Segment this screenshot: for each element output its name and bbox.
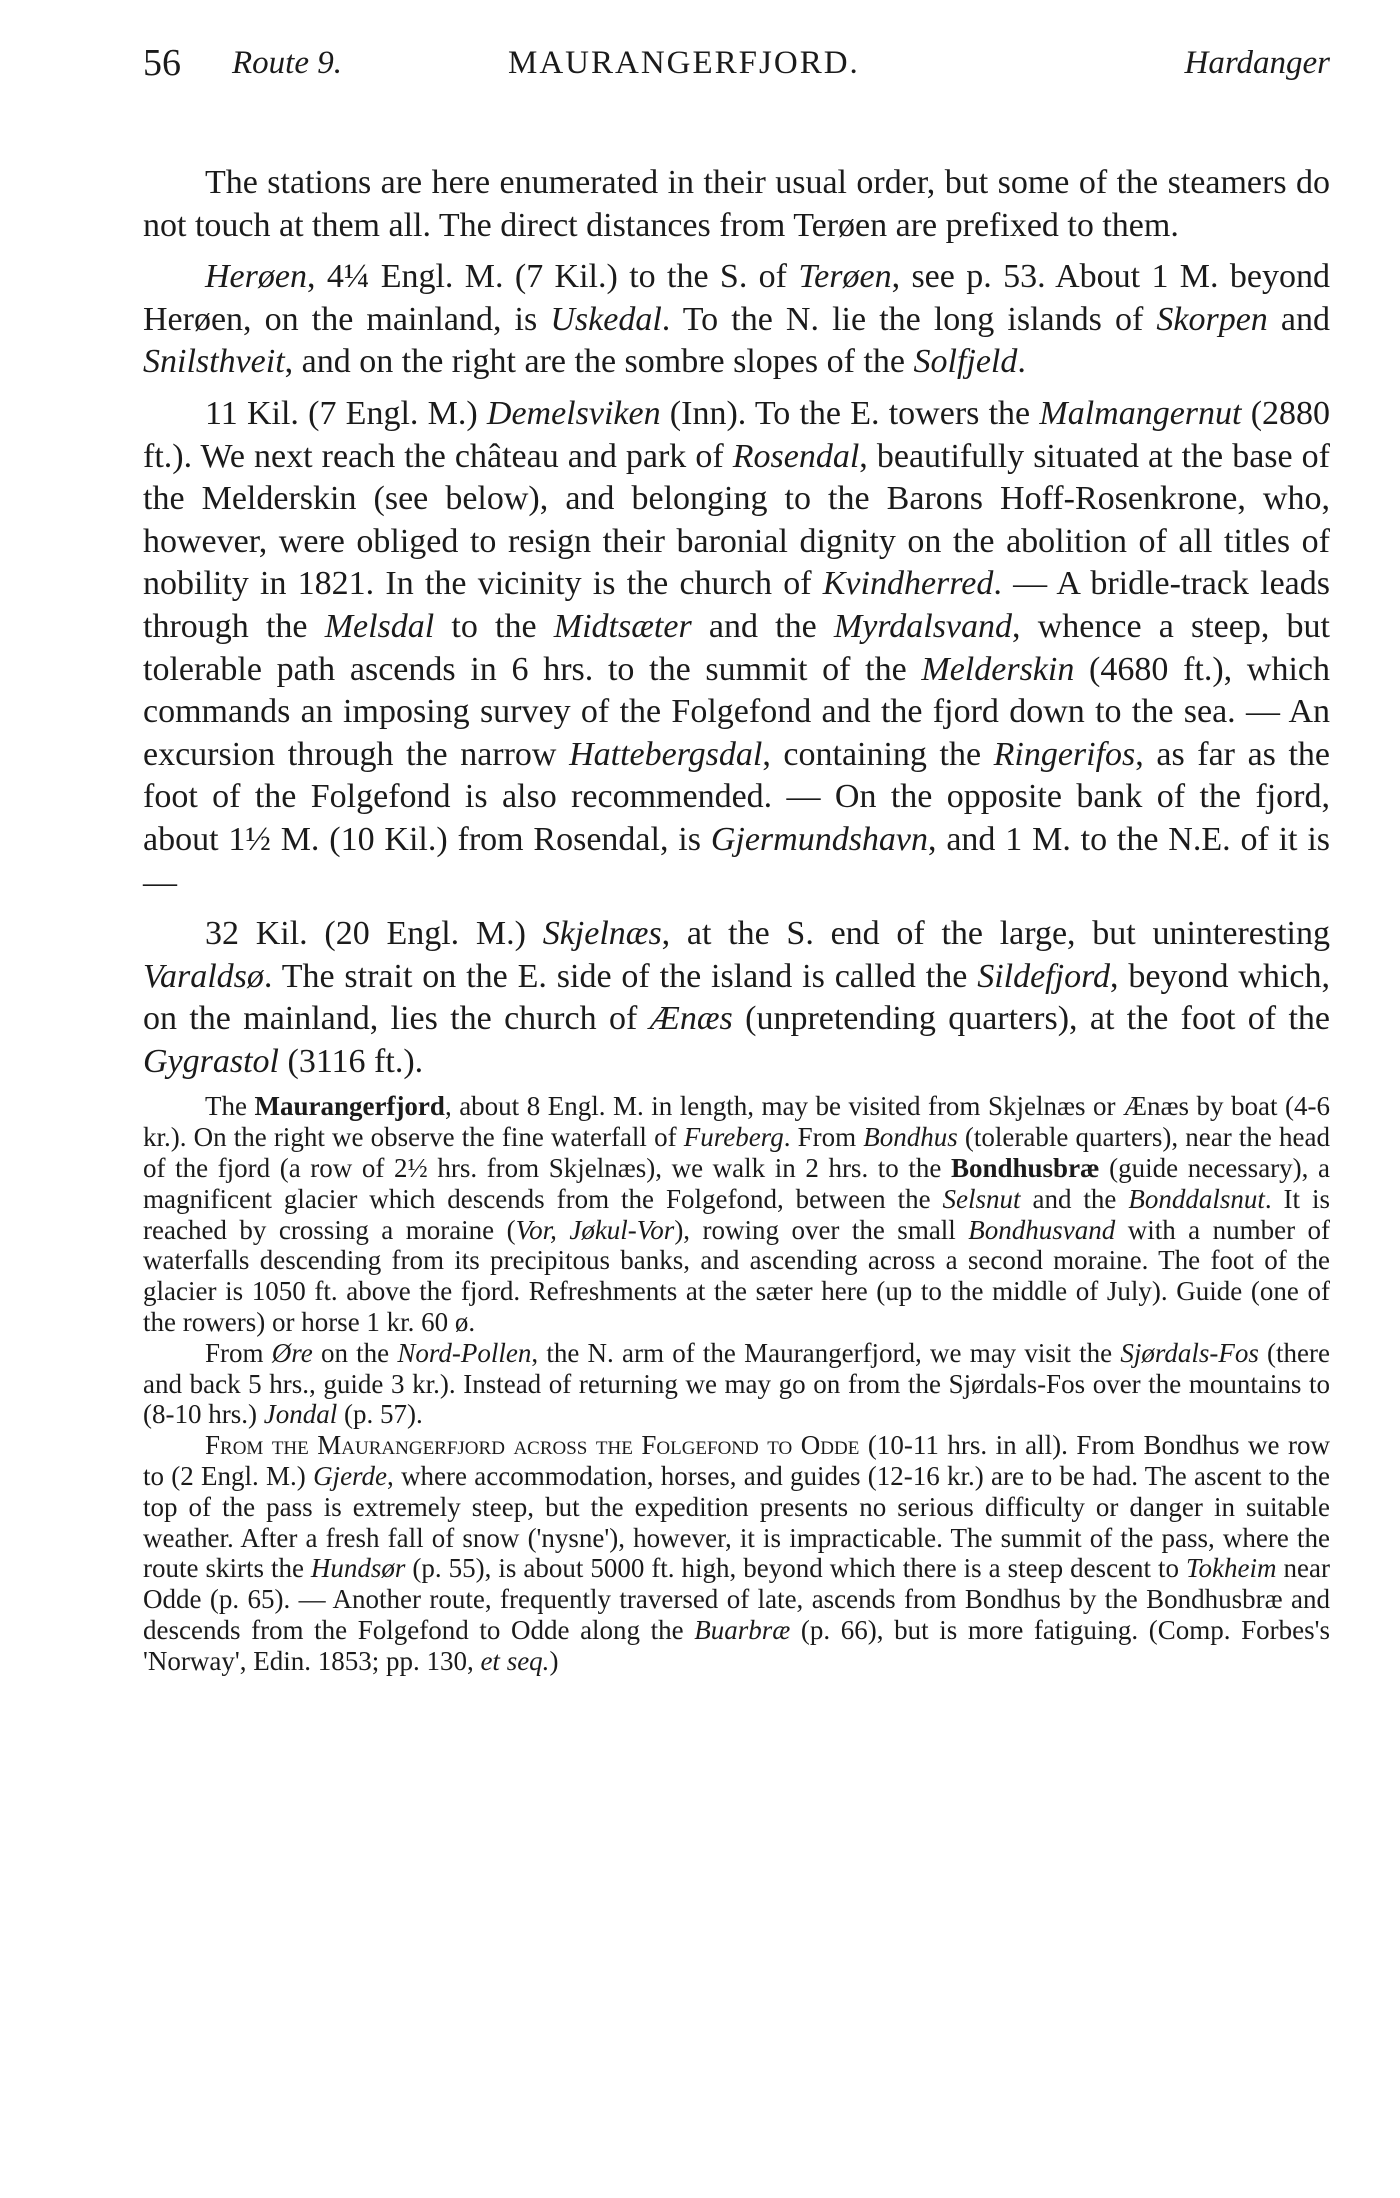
place-name: Selsnut [942,1183,1021,1214]
paragraph-maurangerfjord: The Maurangerfjord, about 8 Engl. M. in length, may be visited from Skjelnæs or Ænæs by boat (4-6 kr.). On the right we observe the fine waterfall of Fureberg. From Bondhus (tolerable quarters), near the head of the fjord (a row of 2½ hrs. from Skjelnæs), we walk in 2 hrs. to the Bondhusbræ (guide necessary), a magnificent glacier which descends from the Folgefond, between the Selsnut and the Bonddalsnut. It is reached by crossing a moraine (Vor, Jøkul-Vor), rowing over the small Bondhusvand with a number of waterfalls descending from its precipitous banks, and ascending across a second moraine. The foot of the glacier is 1050 ft. above the fjord. Refreshments at the sæter here (up to the middle of July). Guide (one of the rowers) or horse 1 kr. 60 ø. [143,1091,1331,1338]
region-label: Hardanger [1184,45,1330,81]
route-label: Route 9. [232,45,342,81]
paragraph-heroen: Herøen, 4¼ Engl. M. (7 Kil.) to the S. of Terøen, see p. 53. About 1 M. beyond Herøen, on the mainland, is Uskedal. To the N. lie the long islands of Skorpen and Snilsthveit, and on the right are the sombre slopes of the Solfjeld. [143,258,1331,381]
paragraph-demelsviken: 11 Kil. (7 Engl. M.) Demelsviken (Inn). To the E. towers the Malmangernut (2880 ft.). We next reach the château and park of Rosendal, beautifully situated at the base of the Melderskin (see below), and belonging to the Barons Hoff-Rosenkrone, who, however, were obliged to resign their baronial dignity on the abolition of all titles of nobility in 1821. In the vicinity is the church of Kvindherred. — A bridle-track leads through the Melsdal to the Midtsæter and the Myrdalsvand, whence a steep, but tolerable path ascends in 6 hrs. to the summit of the Melderskin (4680 ft.), which commands an imposing survey of the Folgefond and the fjord down to the sea. — An excursion through the narrow Hattebergsdal, containing the Ringerifos, as far as the foot of the Folgefond is also recommended. — On the opposite bank of the fjord, about 1½ M. (10 Kil.) from Rosendal, is Gjermundshavn, and 1 M. to the N.E. of it is — [143,394,1331,901]
page-title: MAURANGERFJORD. [508,45,860,81]
place-name: Gjermundshavn [710,820,929,858]
place-name: Varaldsø [143,957,264,995]
place-name: Skjelnæs [542,915,662,953]
main-text [143,162,1330,1083]
place-name: Bondhus [863,1122,958,1153]
paragraph-ore: From Øre on the Nord-Pollen, the N. arm of the Maurangerfjord, we may visit the Sjørdals-Fos (there and back 5 hrs., guide 3 kr.). Instead of returning we may go on from the Sjørdals-Fos over the mountains to (8-10 hrs.) Jondal (p. 57). [143,1337,1331,1430]
place-name: Gjerde [313,1461,388,1492]
page-number: 56 [143,42,181,84]
book-page [143,38,1330,1677]
place-name: Myrdalsvand [833,607,1013,645]
place-name: Vor, Jøkul-Vor [515,1214,675,1245]
paragraph-intro: The stations are here enumerated in their usual order, but some of the steamers do not touch at them all. The direct distances from Terøen are prefixed to them. [143,164,1330,244]
place-name: Sildefjord [977,957,1111,995]
place-name: Tokheim [1186,1553,1277,1584]
bold-term: Bondhusbræ [950,1153,1100,1184]
place-name: Buarbræ [694,1615,791,1646]
small-caps-heading: From the Maurangerfjord across the Folgefond to Odde [205,1430,860,1461]
place-name: Herøen [205,258,307,296]
paragraph-skjelnaes: 32 Kil. (20 Engl. M.) Skjelnæs, at the S. end of the large, but uninteresting Varaldsø. The strait on the E. side of the island is called the Sildefjord, beyond which, on the mainland, lies the church of Ænæs (unpretending quarters), at the foot of the Gygrastol (3116 ft.). [143,915,1330,1080]
place-name: Solfjeld [913,343,1018,381]
place-name: Øre [271,1337,313,1368]
place-name: Bondhusvand [968,1214,1116,1245]
latin-abbreviation: et seq. [480,1645,550,1676]
place-name: Fureberg [683,1122,784,1153]
place-name: Snilsthveit [143,343,285,381]
bold-term: Maurangerfjord [254,1091,445,1122]
place-name: Melsdal [324,607,435,645]
place-name: Jondal [263,1399,338,1430]
place-name: Ænæs [649,1000,733,1038]
running-header [143,38,1330,88]
small-print-text [143,1091,1330,1676]
place-name: Hundsør [310,1553,406,1584]
place-name: Gygrastol [143,1042,279,1080]
place-name: Demelsviken [486,394,661,432]
place-name: Ringerifos [993,735,1136,773]
paragraph-folgefond-route: From the Maurangerfjord across the Folgefond to Odde (10-11 hrs. in all). From Bondhus we row to (2 Engl. M.) Gjerde, where accommodation, horses, and guides (12-16 kr.) are to be had. The ascent to the top of the pass is extremely steep, but the expedition presents no serious difficulty or danger in suitable weather. After a fresh fall of snow ('nysne'), however, it is impracticable. The summit of the pass, where the route skirts the Hundsør (p. 55), is about 5000 ft. high, beyond which there is a steep descent to Tokheim near Odde (p. 65). — Another route, frequently traversed of late, ascends from Bondhus by the Bondhusbræ and descends from the Folgefond to Odde along the Buarbræ (p. 66), but is more fatiguing. (Comp. Forbes's 'Norway', Edin. 1853; pp. 130, et seq.) [143,1430,1330,1676]
place-name: Terøen [798,258,892,296]
place-name: Nord-Pollen [397,1337,532,1368]
place-name: Rosendal [732,437,860,475]
place-name: Melderskin [921,650,1075,688]
place-name: Malmangernut [1039,394,1242,432]
place-name: Bonddalsnut [1128,1183,1265,1214]
place-name: Hattebergsdal [569,735,763,773]
place-name: Uskedal [550,300,662,338]
place-name: Kvindherred [822,565,994,603]
place-name: Skorpen [1156,300,1268,338]
place-name: Midtsæter [553,607,692,645]
place-name: Sjørdals-Fos [1120,1337,1259,1368]
